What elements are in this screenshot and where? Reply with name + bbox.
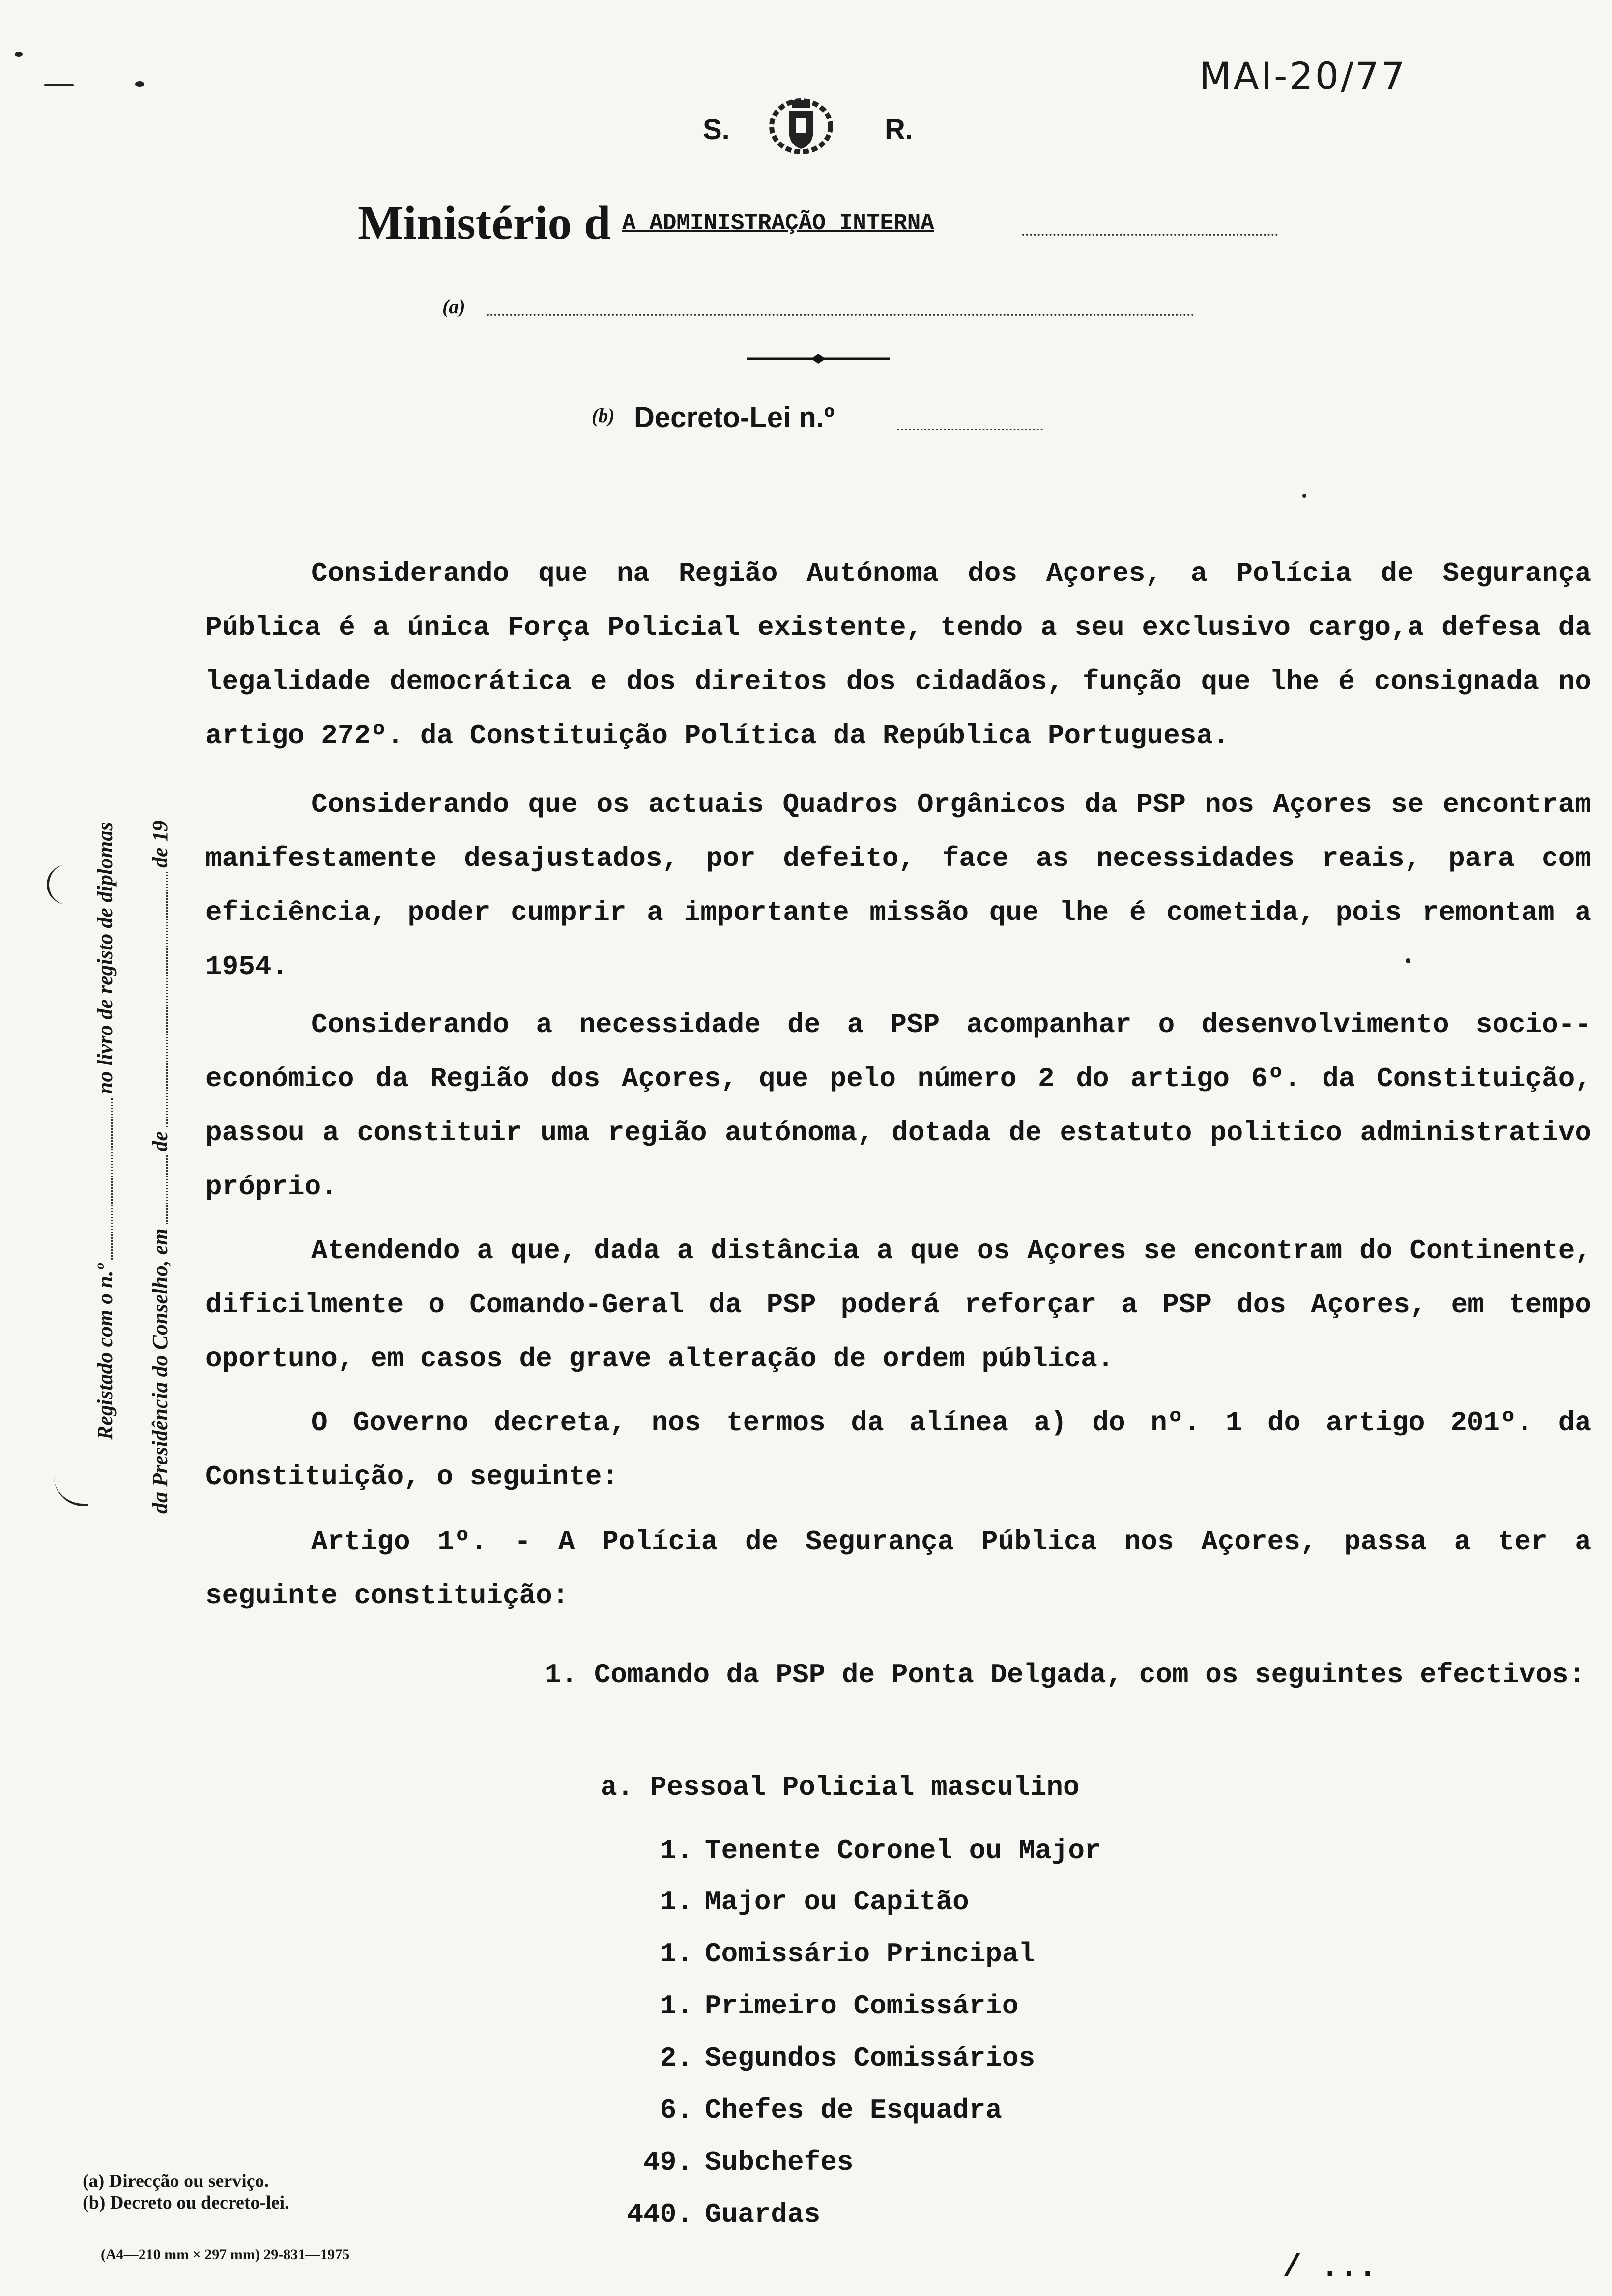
ministry-fill-line [1022, 234, 1278, 236]
paragraph-article-1: Artigo 1º. - A Polícia de Segurança Pública nos Açores, passa a ter a seguinte constituição: [205, 1526, 1591, 1611]
paragraph-1: Considerando que na Região Autónoma dos Açores, a Polícia de Segurança Pública é a única Força Policial existente, tendo a seu exclusivo cargo,a defesa da legalidade democrática e dos direitos dos cidadãos, função que lhe é consignada no artigo 272º. da Constituição Política da República Portuguesa. [205, 558, 1591, 751]
header-s: S. [703, 114, 730, 145]
scan-speck [15, 52, 23, 57]
margin-bracket-top [47, 865, 84, 904]
coat-of-arms-icon [767, 91, 835, 160]
registry-book-label: no livro de registo de diplomas [93, 822, 117, 1094]
label-b: (b) [592, 404, 615, 427]
scan-speck [135, 81, 144, 87]
ministry-name: A ADMINISTRAÇÃO INTERNA [622, 210, 934, 236]
service-fill-line [487, 314, 1194, 316]
header-r: R. [885, 114, 913, 145]
footnote-b: (b) Decreto ou decreto-lei. [83, 2192, 289, 2213]
registry-date-label: da Presidência do Conselho, em [148, 1228, 172, 1514]
registry-note-inner [147, 820, 173, 1514]
registry-month-label: de [148, 1131, 172, 1152]
decree-number-line [897, 429, 1043, 430]
paragraph-4: Atendendo a que, dada a distância a que os Açores se encontram do Continente, dificilmente o Comando-Geral da PSP poderá reforçar a PSP dos Açores, em tempo oportuno, em casos de grave alteração de ordem pública. [205, 1235, 1591, 1375]
handwritten-reference: MAI-20/77 [1199, 54, 1407, 98]
ministry-title: Ministério d [358, 197, 611, 250]
registry-year-label: de 19 [148, 820, 172, 868]
registry-day-line [166, 1155, 168, 1224]
registry-number-label: Registado com o n.º [93, 1264, 117, 1440]
paragraph-3: Considerando a necessidade de a PSP acompanhar o desenvolvimento socio--económico da Região dos Açores, que pelo número 2 do artigo 6º. da Constituição, passou a constituir uma região autónoma, dotada de estatuto politico administrativo próprio. [205, 1009, 1591, 1203]
decree-label: Decreto-Lei n.º [634, 402, 835, 433]
form-code: (A4—210 mm × 297 mm) 29-831—1975 [101, 2246, 350, 2263]
registry-note-outer [92, 822, 117, 1440]
label-a: (a) [442, 295, 465, 317]
subsection-a: a. Pessoal Policial masculino [601, 1772, 1080, 1803]
personnel-row: 1. Tenente Coronel ou Major [660, 1835, 1101, 1866]
personnel-row: 440. Guardas [627, 2199, 821, 2230]
ornament-divider [747, 351, 890, 366]
registry-number-line [111, 1098, 113, 1260]
margin-bracket-bottom [54, 1474, 88, 1506]
registry-month-line [166, 872, 168, 1127]
personnel-row: 2. Segundos Comissários [660, 2042, 1036, 2074]
scan-speck [44, 84, 74, 86]
personnel-row: 49. Subchefes [643, 2147, 854, 2178]
personnel-row: 1. Comissário Principal [660, 1938, 1036, 1970]
continuation-mark: / ... [1283, 2250, 1378, 2286]
section-1: 1. Comando da PSP de Ponta Delgada, com os seguintes efectivos: [545, 1659, 1585, 1691]
scan-speck [1302, 494, 1306, 498]
personnel-row: 6. Chefes de Esquadra [660, 2095, 1002, 2126]
paragraph-5: O Governo decreta, nos termos da alínea a) do nº. 1 do artigo 201º. da Constituição, o seguinte: [205, 1407, 1591, 1492]
personnel-row: 1. Primeiro Comissário [660, 1990, 1019, 2022]
paragraph-2: Considerando que os actuais Quadros Orgânicos da PSP nos Açores se encontram manifestamente desajustados, por defeito, face as necessidades reais, para com eficiência, poder cumprir a importante missão que lhe é cometida, pois remontam a 1954. [205, 789, 1591, 982]
footnote-a: (a) Direcção ou serviço. [83, 2171, 269, 2191]
personnel-row: 1. Major ou Capitão [660, 1886, 969, 1918]
